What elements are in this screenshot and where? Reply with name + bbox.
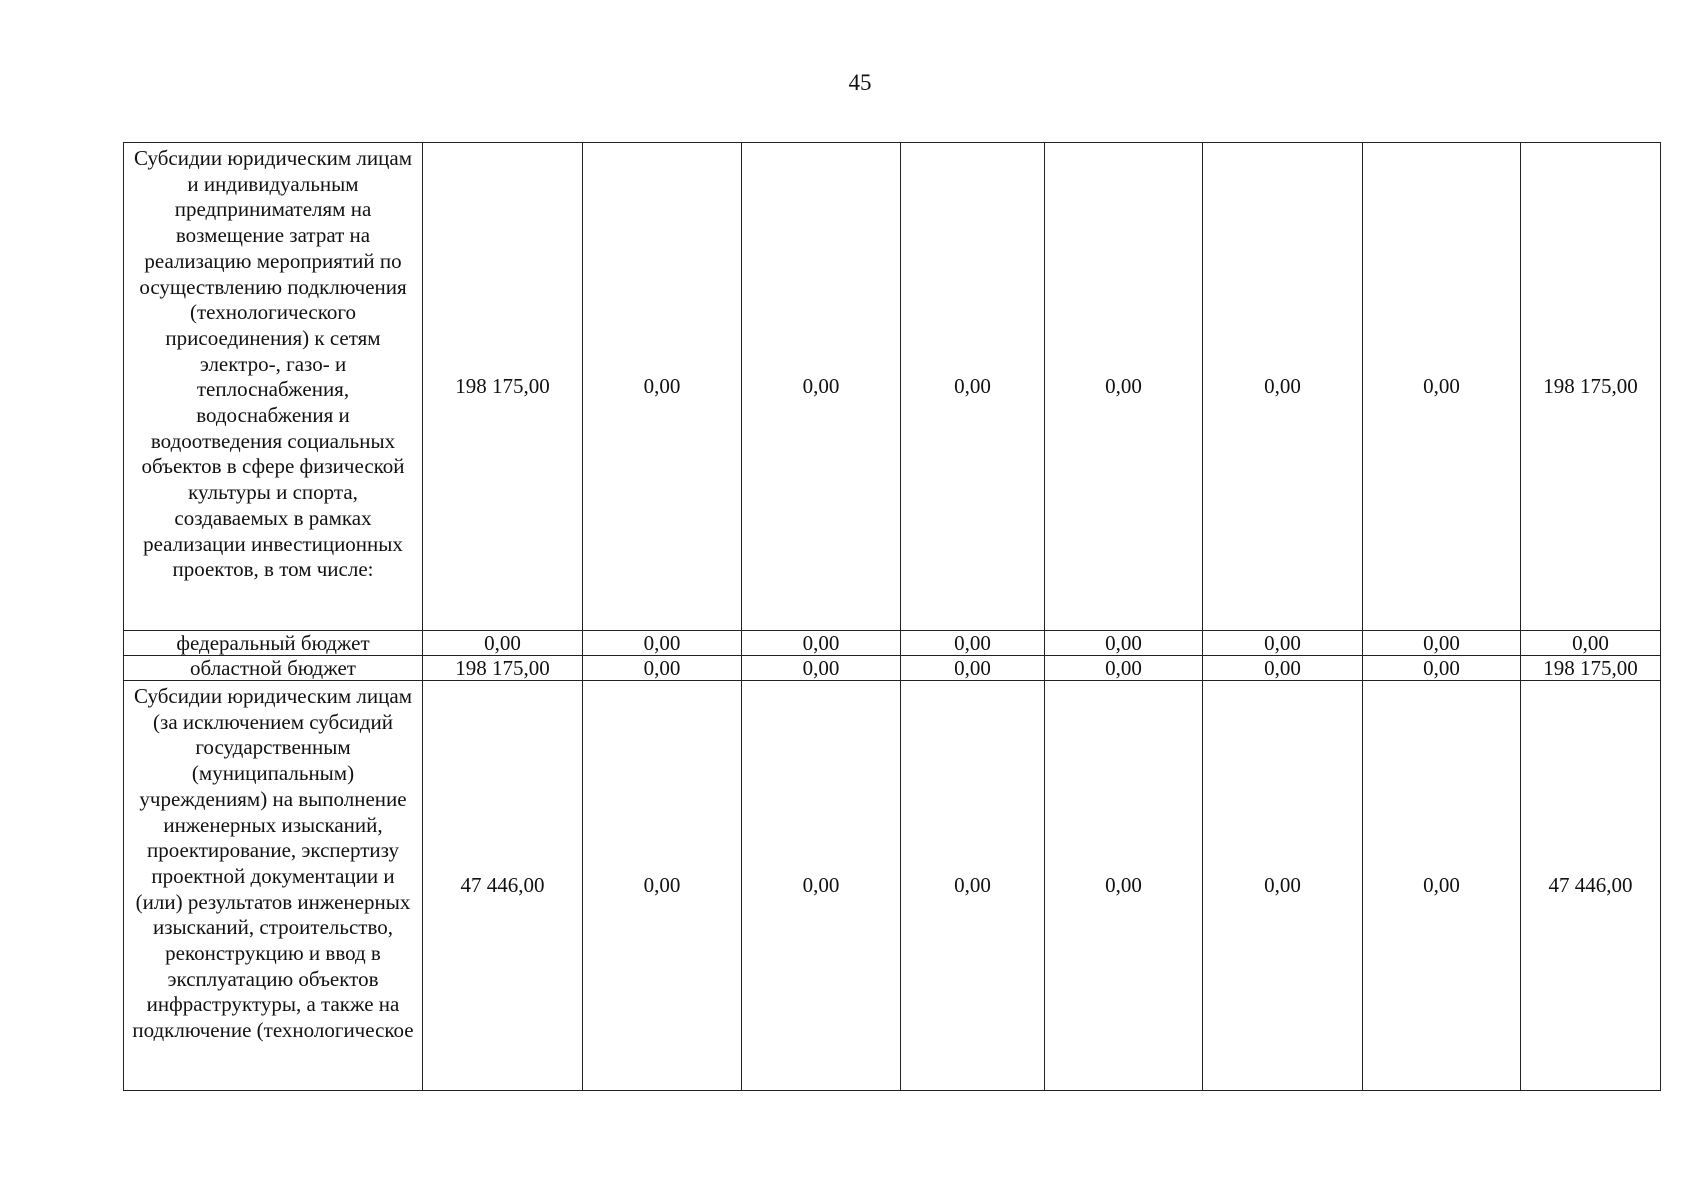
row-label: областной бюджет xyxy=(124,656,423,681)
value-cell: 47 446,00 xyxy=(423,681,583,1091)
value-cell: 0,00 xyxy=(1045,681,1203,1091)
table-row xyxy=(124,143,1661,631)
value-cell: 198 175,00 xyxy=(423,143,583,631)
row-label: Субсидии юридическим лицам и индивидуальным предпринимателям на возмещение затрат на реализацию мероприятий по осуществлению подключения (технологического присоединения) к сетям электро-, газо- и теплоснабжения, водоснабжения и водоотведения социальных объектов в сфере физической культуры и спорта, создаваемых в рамках реализации инвестиционных проектов, в том числе: xyxy=(124,143,423,631)
value-cell: 198 175,00 xyxy=(1521,656,1661,681)
row-label: Субсидии юридическим лицам (за исключением субсидий государственным (муниципальным) учреждениям) на выполнение инженерных изысканий, проектирование, экспертизу проектной документации и (или) результатов инженерных изысканий, строительство, реконструкцию и ввод в эксплуатацию объектов инфраструктуры, а также на подключение (технологическое xyxy=(124,681,423,1091)
budget-table xyxy=(123,142,1661,1091)
value-cell: 0,00 xyxy=(742,631,901,656)
value-cell: 0,00 xyxy=(901,681,1045,1091)
value-cell: 198 175,00 xyxy=(1521,143,1661,631)
value-cell: 47 446,00 xyxy=(1521,681,1661,1091)
value-cell: 0,00 xyxy=(1203,143,1363,631)
value-cell: 0,00 xyxy=(583,681,742,1091)
value-cell: 0,00 xyxy=(1045,143,1203,631)
row-label: федеральный бюджет xyxy=(124,631,423,656)
value-cell: 198 175,00 xyxy=(423,656,583,681)
value-cell: 0,00 xyxy=(583,631,742,656)
value-cell: 0,00 xyxy=(1203,681,1363,1091)
value-cell: 0,00 xyxy=(901,656,1045,681)
value-cell: 0,00 xyxy=(1521,631,1661,656)
value-cell: 0,00 xyxy=(583,656,742,681)
table-row xyxy=(124,681,1661,1091)
value-cell: 0,00 xyxy=(1363,631,1521,656)
page-number: 45 xyxy=(848,70,872,95)
value-cell: 0,00 xyxy=(742,681,901,1091)
value-cell: 0,00 xyxy=(423,631,583,656)
value-cell: 0,00 xyxy=(1203,631,1363,656)
value-cell: 0,00 xyxy=(1045,631,1203,656)
value-cell: 0,00 xyxy=(1203,656,1363,681)
value-cell: 0,00 xyxy=(1363,656,1521,681)
value-cell: 0,00 xyxy=(742,143,901,631)
value-cell: 0,00 xyxy=(1363,681,1521,1091)
value-cell: 0,00 xyxy=(901,143,1045,631)
value-cell: 0,00 xyxy=(742,656,901,681)
value-cell: 0,00 xyxy=(1363,143,1521,631)
value-cell: 0,00 xyxy=(1045,656,1203,681)
value-cell: 0,00 xyxy=(583,143,742,631)
table-row xyxy=(124,656,1661,681)
table-row xyxy=(124,631,1661,656)
value-cell: 0,00 xyxy=(901,631,1045,656)
